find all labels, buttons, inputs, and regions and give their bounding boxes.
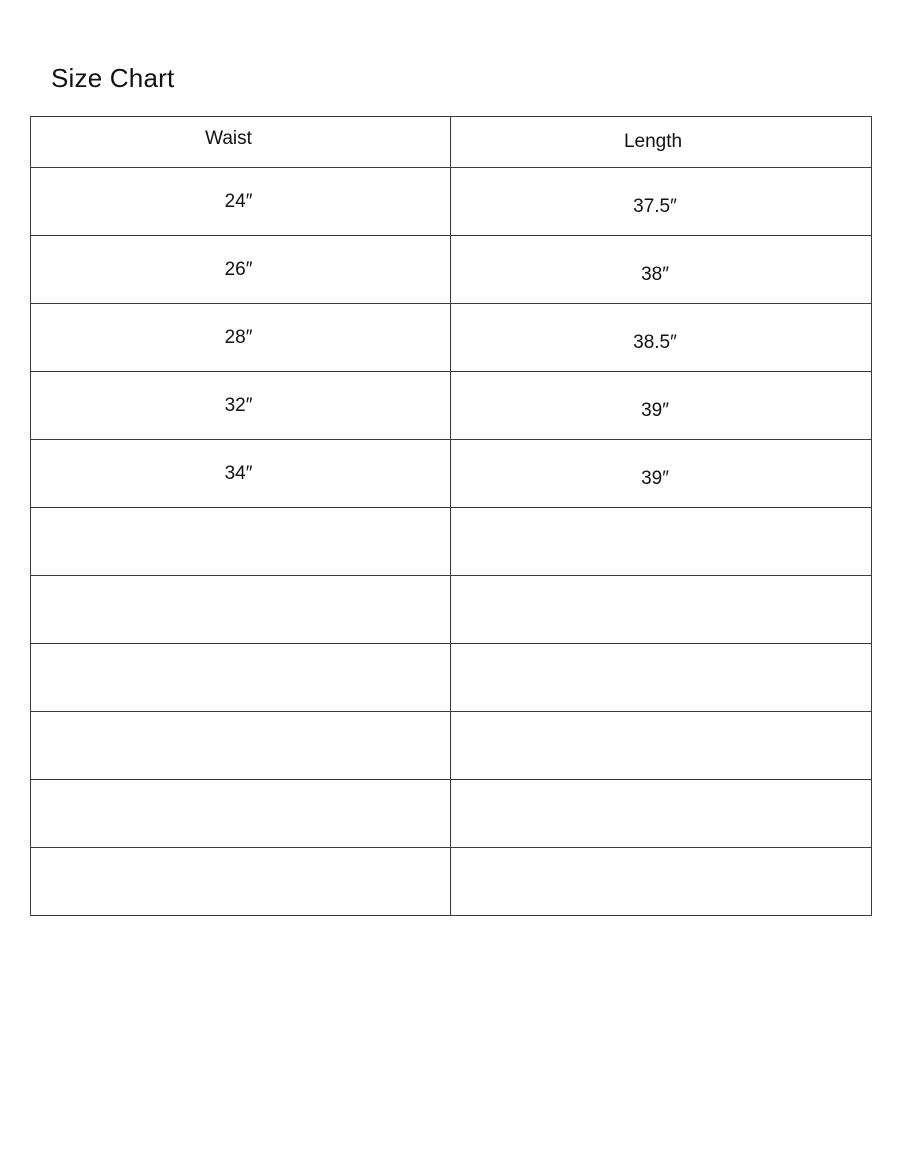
waist-value: 34″ bbox=[224, 462, 253, 484]
waist-value: 26″ bbox=[224, 258, 253, 280]
waist-value: 28″ bbox=[224, 326, 253, 348]
length-cell bbox=[451, 372, 872, 440]
length-value: 38.5″ bbox=[633, 331, 677, 353]
table-row bbox=[31, 236, 872, 304]
length-cell bbox=[451, 304, 872, 372]
table-row bbox=[31, 848, 872, 916]
waist-cell bbox=[31, 304, 451, 372]
header-waist-label: Waist bbox=[205, 128, 252, 149]
waist-cell bbox=[31, 576, 451, 644]
length-value: 37.5″ bbox=[633, 195, 677, 217]
length-cell bbox=[451, 712, 872, 780]
length-value: 39″ bbox=[641, 399, 669, 421]
table-row bbox=[31, 712, 872, 780]
header-length bbox=[451, 117, 872, 168]
waist-cell bbox=[31, 848, 451, 916]
waist-cell bbox=[31, 168, 451, 236]
length-value: 39″ bbox=[641, 467, 669, 489]
waist-cell bbox=[31, 712, 451, 780]
header-length-label: Length bbox=[623, 131, 683, 152]
waist-value: 24″ bbox=[224, 190, 253, 212]
table-row bbox=[31, 168, 872, 236]
table-row bbox=[31, 304, 872, 372]
waist-cell bbox=[31, 508, 451, 576]
table-row bbox=[31, 372, 872, 440]
waist-cell bbox=[31, 372, 451, 440]
length-cell bbox=[451, 848, 872, 916]
length-cell bbox=[451, 576, 872, 644]
size-chart-table bbox=[30, 116, 872, 916]
table-header-row bbox=[31, 117, 872, 168]
header-waist bbox=[31, 117, 451, 168]
length-cell bbox=[451, 644, 872, 712]
length-cell bbox=[451, 508, 872, 576]
length-cell bbox=[451, 168, 872, 236]
length-cell bbox=[451, 440, 872, 508]
table-row bbox=[31, 508, 872, 576]
table-row bbox=[31, 644, 872, 712]
waist-cell bbox=[31, 780, 451, 848]
waist-value: 32″ bbox=[224, 394, 253, 416]
waist-cell bbox=[31, 440, 451, 508]
waist-cell bbox=[31, 236, 451, 304]
page-title: Size Chart bbox=[51, 63, 175, 93]
length-cell bbox=[451, 780, 872, 848]
table-row bbox=[31, 576, 872, 644]
table-row bbox=[31, 780, 872, 848]
length-value: 38″ bbox=[641, 263, 669, 285]
length-cell bbox=[451, 236, 872, 304]
table-row bbox=[31, 440, 872, 508]
waist-cell bbox=[31, 644, 451, 712]
